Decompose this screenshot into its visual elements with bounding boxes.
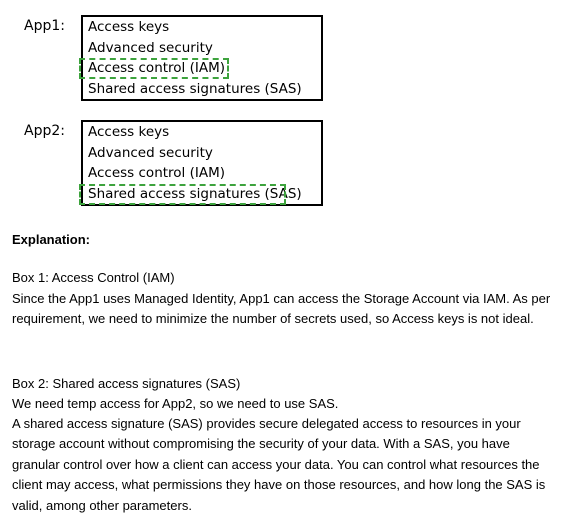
box2-explanation: A shared access signature (SAS) provides secure delegated access to resources in your storage account without compromising the security of your data. With a SAS, you have granular control over how a client can access your data. You can control what resources the client may access, what permissions they have on those resources, and how long the SAS is valid, among other parameters. (12, 416, 546, 513)
app1-option-sas[interactable]: Shared access signatures (SAS) (88, 80, 302, 97)
app2-label: App2: (24, 123, 65, 139)
app1-option-access-keys[interactable]: Access keys (88, 19, 170, 35)
explanation-heading: Explanation: (12, 232, 91, 247)
app2-answer-box (81, 120, 323, 206)
box1-title: Box 1: Access Control (IAM) (12, 270, 175, 285)
app2-option-access-control[interactable]: Access control (IAM) (88, 165, 225, 182)
box2-first-line: We need temp access for App2, so we need to use SAS. (12, 396, 339, 411)
app2-option-sas-selected[interactable]: Shared access signatures (SAS) (83, 184, 321, 205)
app1-answer-box (81, 15, 323, 101)
app1-label: App1: (24, 18, 65, 34)
app1-option-advanced-security[interactable]: Advanced security (88, 39, 213, 56)
box1-explanation: Since the App1 uses Managed Identity, App1 can access the Storage Account via IAM. As per requirement, we need to minimize the number of secrets used, so Access keys is not ideal. (12, 291, 551, 327)
app2-option-advanced-security[interactable]: Advanced security (88, 144, 213, 161)
app2-option-access-keys[interactable]: Access keys (88, 124, 170, 140)
box2-title: Box 2: Shared access signatures (SAS) (12, 376, 241, 391)
app1-option-access-control-selected[interactable]: Access control (IAM) (83, 58, 321, 79)
